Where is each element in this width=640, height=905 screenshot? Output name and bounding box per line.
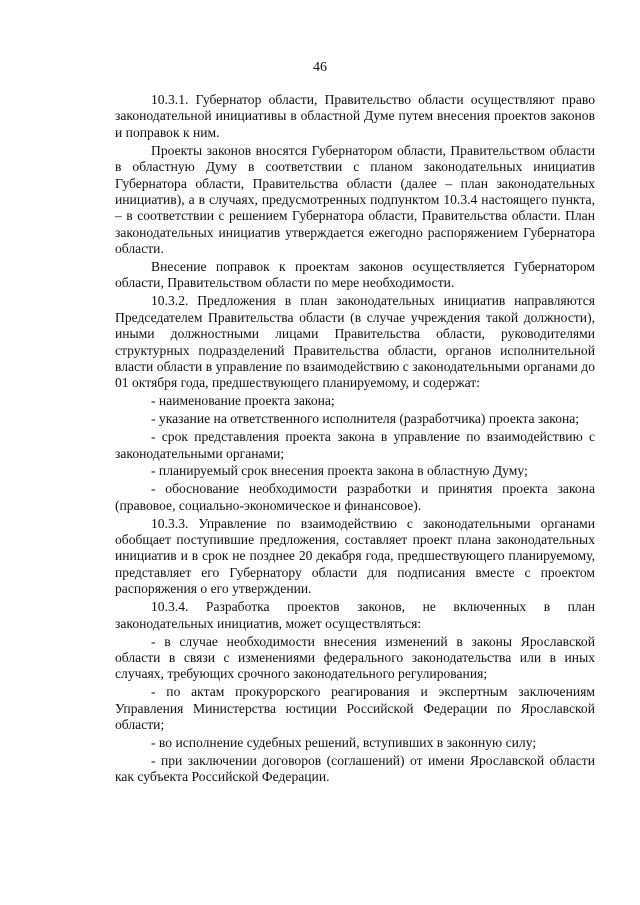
list-item: - в случае необходимости внесения изменений в законы Ярославской области в связи с изменениями федерального законодательства или в иных случаях, требующих срочного законодательного регулирования; xyxy=(115,633,595,682)
list-item: - планируемый срок внесения проекта закона в областную Думу; xyxy=(151,463,528,479)
paragraph-amendments: Внесение поправок к проектам законов осуществляется Губернатором области, Правительством области по мере необходимости. xyxy=(115,259,595,291)
list-item: - срок представления проекта закона в управление по взаимодействию с законодательными органами; xyxy=(115,429,595,461)
paragraph-10-3-4: 10.3.4. Разработка проектов законов, не включенных в план законодательных инициатив, может осуществляться: xyxy=(115,599,595,631)
list-item: - наименование проекта закона; xyxy=(151,393,335,409)
paragraph-10-3-3: 10.3.3. Управление по взаимодействию с законодательными органами обобщает поступившие предложения, составляет проект плана законодательных инициатив и в срок не позднее 20 декабря года, предшествующего планируемому, представляет его Губернатору области для подписания вместе с проектом распоряжения о его утверждении. xyxy=(115,515,595,597)
page-number: 46 xyxy=(313,60,327,75)
list-item: - при заключении договоров (соглашений) от имени Ярославской области как субъекта Российской Федерации. xyxy=(115,752,595,785)
paragraph-10-3-2: 10.3.2. Предложения в план законодательных инициатив направляются Председателем Правительства области (в случае учреждения такой должности), иными должностными лицами Правительства области, руководителями структурных подразделений Правительства области, органов исполнительной власти области в управление по взаимодействию с законодательными органами до 01 октября года, предшествующего планируемому, и содержат: xyxy=(115,293,595,391)
list-item: - указание на ответственного исполнителя (разработчика) проекта закона; xyxy=(151,411,580,427)
list-item: - по актам прокурорского реагирования и экспертным заключениям Управления Министерства юстиции Российской Федерации по Ярославской области; xyxy=(115,684,595,733)
paragraph-bills-submission: Проекты законов вносятся Губернатором области, Правительством области в областную Думу в соответствии с планом законодательных инициатив Губернатора области, Правительства области (далее – план законодательных инициатив), а в случаях, предусмотренных подпунктом 10.3.4 настоящего пункта, – в соответствии с решением Губернатора области, Правительства области. План законодательных инициатив утверждается ежегодно распоряжением Губернатора области. xyxy=(115,142,595,257)
document-body xyxy=(115,92,595,787)
list-item: - обоснование необходимости разработки и принятия проекта закона (правовое, социально-экономическое и финансовое). xyxy=(115,481,595,513)
list-item: - во исполнение судебных решений, вступивших в законную силу; xyxy=(151,734,537,750)
paragraph-10-3-1: 10.3.1. Губернатор области, Правительство области осуществляют право законодательной инициативы в областной Думе путем внесения проектов законов и поправок к ним. xyxy=(115,92,595,140)
